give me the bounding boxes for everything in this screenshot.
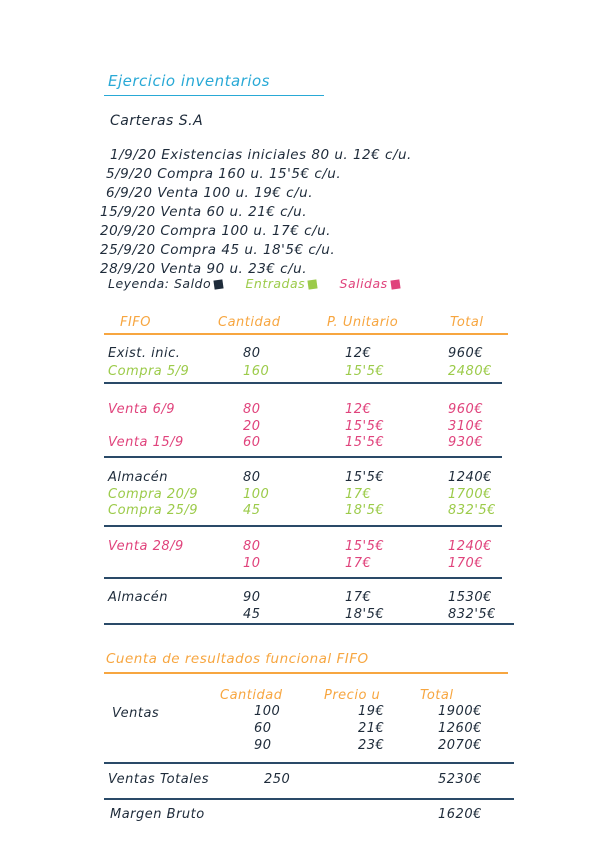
fifo-price: 17€ bbox=[345, 590, 372, 605]
legend-label: Leyenda: bbox=[108, 276, 170, 291]
results-title-divider bbox=[104, 672, 508, 674]
operation-line: 5/9/20 Compra 160 u. 15'5€ c/u. bbox=[106, 166, 342, 182]
fifo-concept: Compra 20/9 bbox=[108, 487, 199, 502]
group-divider bbox=[104, 456, 502, 458]
ventas-qty: 100 bbox=[254, 704, 281, 719]
operation-line: 1/9/20 Existencias iniciales 80 u. 12€ c/u. bbox=[110, 147, 412, 163]
fifo-total: 1530€ bbox=[448, 590, 492, 605]
fifo-total: 1240€ bbox=[448, 539, 492, 554]
fifo-concept: Almacén bbox=[108, 470, 169, 485]
fifo-total: 2480€ bbox=[448, 364, 492, 379]
fifo-price: 15'5€ bbox=[345, 364, 385, 379]
fifo-qty: 80 bbox=[243, 470, 261, 485]
fifo-qty: 100 bbox=[243, 487, 270, 502]
fifo-price: 12€ bbox=[345, 346, 372, 361]
results-title: Cuenta de resultados funcional FIFO bbox=[106, 651, 369, 667]
ventas-qty: 60 bbox=[254, 721, 272, 736]
saldo-swatch-icon bbox=[214, 279, 224, 289]
fifo-concept: Compra 5/9 bbox=[108, 364, 190, 379]
operation-line: 6/9/20 Venta 100 u. 19€ c/u. bbox=[106, 185, 313, 201]
results-header-cantidad: Cantidad bbox=[220, 688, 283, 703]
fifo-total: 1240€ bbox=[448, 470, 492, 485]
fifo-price: 12€ bbox=[345, 402, 372, 417]
ventas-total: 1260€ bbox=[438, 721, 482, 736]
legend-entradas: Entradas bbox=[245, 276, 306, 291]
ventas-totales-total: 5230€ bbox=[438, 772, 482, 787]
page-title: Ejercicio inventarios bbox=[108, 72, 271, 90]
fifo-concept: Venta 28/9 bbox=[108, 539, 184, 554]
results-header-total: Total bbox=[420, 688, 454, 703]
ventas-label: Ventas bbox=[112, 706, 160, 721]
fifo-header-precio: P. Unitario bbox=[327, 315, 399, 330]
fifo-qty: 80 bbox=[243, 402, 261, 417]
group-divider bbox=[104, 577, 502, 579]
group-divider bbox=[104, 623, 514, 625]
ventas-total: 1900€ bbox=[438, 704, 482, 719]
fifo-qty: 10 bbox=[243, 556, 261, 571]
fifo-qty: 80 bbox=[243, 346, 261, 361]
results-divider bbox=[104, 798, 514, 800]
fifo-price: 15'5€ bbox=[345, 539, 385, 554]
results-header-precio: Precio u bbox=[324, 688, 381, 703]
ventas-qty: 90 bbox=[254, 738, 272, 753]
fifo-total: 930€ bbox=[448, 435, 484, 450]
ventas-price: 21€ bbox=[358, 721, 385, 736]
fifo-header-total: Total bbox=[450, 315, 484, 330]
fifo-qty: 45 bbox=[243, 503, 261, 518]
fifo-total: 1700€ bbox=[448, 487, 492, 502]
fifo-qty: 80 bbox=[243, 539, 261, 554]
fifo-price: 17€ bbox=[345, 487, 372, 502]
results-divider bbox=[104, 762, 514, 764]
entradas-swatch-icon bbox=[308, 279, 318, 289]
fifo-concept: Compra 25/9 bbox=[108, 503, 199, 518]
salidas-swatch-icon bbox=[390, 279, 400, 289]
fifo-concept: Exist. inic. bbox=[108, 346, 181, 361]
fifo-price: 18'5€ bbox=[345, 503, 385, 518]
fifo-header-label: FIFO bbox=[120, 315, 152, 330]
fifo-concept: Almacén bbox=[108, 590, 169, 605]
fifo-total: 960€ bbox=[448, 402, 484, 417]
margen-bruto-total: 1620€ bbox=[438, 807, 482, 822]
group-divider bbox=[104, 525, 502, 527]
operation-line: 15/9/20 Venta 60 u. 21€ c/u. bbox=[100, 204, 307, 220]
fifo-concept: Venta 6/9 bbox=[108, 402, 175, 417]
fifo-qty: 20 bbox=[243, 419, 261, 434]
group-divider bbox=[104, 382, 502, 384]
fifo-header-cantidad: Cantidad bbox=[218, 315, 281, 330]
fifo-total: 960€ bbox=[448, 346, 484, 361]
legend bbox=[108, 276, 400, 291]
ventas-totales-label: Ventas Totales bbox=[108, 772, 210, 787]
header-divider bbox=[104, 333, 508, 335]
fifo-concept: Venta 15/9 bbox=[108, 435, 184, 450]
fifo-qty: 160 bbox=[243, 364, 270, 379]
fifo-total: 170€ bbox=[448, 556, 484, 571]
legend-saldo: Saldo bbox=[173, 276, 212, 291]
legend-salidas: Salidas bbox=[339, 276, 388, 291]
fifo-price: 18'5€ bbox=[345, 607, 385, 622]
operation-line: 25/9/20 Compra 45 u. 18'5€ c/u. bbox=[100, 242, 336, 258]
operation-line: 20/9/20 Compra 100 u. 17€ c/u. bbox=[100, 223, 331, 239]
ventas-price: 23€ bbox=[358, 738, 385, 753]
fifo-total: 310€ bbox=[448, 419, 484, 434]
fifo-price: 15'5€ bbox=[345, 470, 385, 485]
operation-line: 28/9/20 Venta 90 u. 23€ c/u. bbox=[100, 261, 307, 277]
fifo-total: 832'5€ bbox=[448, 503, 496, 518]
title-underline bbox=[104, 95, 324, 96]
ventas-price: 19€ bbox=[358, 704, 385, 719]
fifo-qty: 60 bbox=[243, 435, 261, 450]
fifo-total: 832'5€ bbox=[448, 607, 496, 622]
ventas-totales-qty: 250 bbox=[264, 772, 291, 787]
fifo-qty: 45 bbox=[243, 607, 261, 622]
fifo-price: 15'5€ bbox=[345, 435, 385, 450]
fifo-qty: 90 bbox=[243, 590, 261, 605]
fifo-price: 17€ bbox=[345, 556, 372, 571]
ventas-total: 2070€ bbox=[438, 738, 482, 753]
fifo-price: 15'5€ bbox=[345, 419, 385, 434]
company-name: Carteras S.A bbox=[110, 113, 204, 129]
margen-bruto-label: Margen Bruto bbox=[110, 807, 205, 822]
